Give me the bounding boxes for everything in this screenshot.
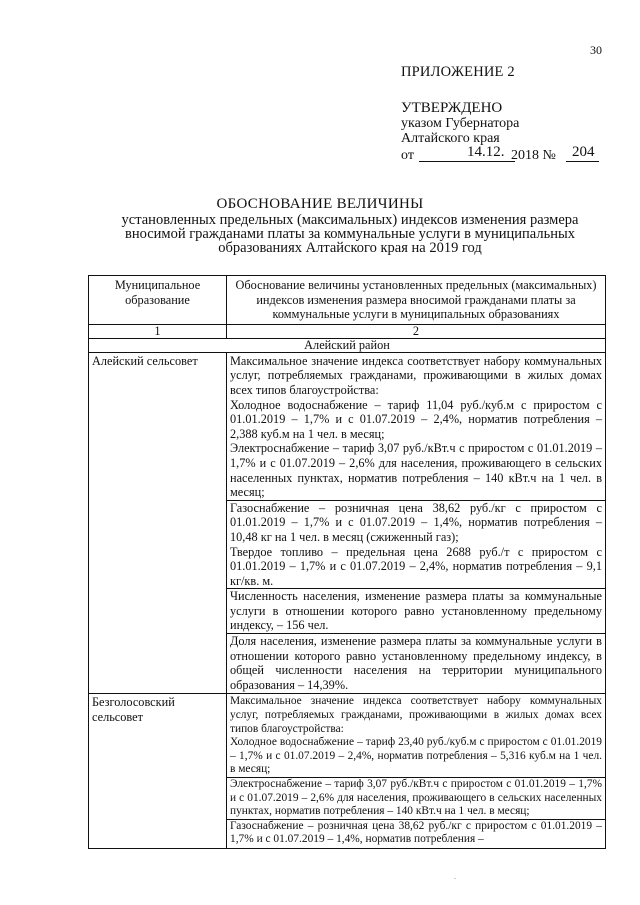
approved-label: УТВЕРЖДЕНО (401, 100, 503, 116)
column-index-1: 1 (89, 324, 227, 338)
paragraph: Доля населения, изменение размера платы за коммунальные услуги в отношении которого равно установленному предельному индексу, в общей численности населения на территории муниципального образования – 14,39%. (227, 633, 605, 692)
decree-year-number-label: 2018 № (511, 148, 556, 163)
document-title: ОБОСНОВАНИЕ ВЕЛИЧИНЫ (216, 196, 424, 212)
municipality-name: Алейский сельсовет (89, 352, 227, 694)
paragraph: Численность населения, изменение размера платы за коммунальные услуги в отношении которого равно установленному предельному индексу, – 156 чел. (227, 588, 605, 633)
justification-table (88, 275, 606, 849)
header-municipality: Муниципальное образование (89, 276, 227, 325)
municipality-name: Безголосовский сельсовет (89, 694, 227, 849)
decree-date: 14.12. (467, 144, 505, 160)
table-row (89, 694, 606, 849)
table-row (89, 352, 606, 694)
paragraph: Газоснабжение – розничная цена 38,62 руб./кг с приростом с 01.01.2019 – 1,7% и с 01.07.2019 – 1,4%, норматив потребления – 10,48 кг на 1 чел. в месяц (сжиженный газ); (227, 500, 605, 545)
approval-block (401, 100, 595, 164)
header-justification: Обоснование величины установленных предельных (максимальных) индексов изменения размера вносимой гражданами платы за коммунальные услуги в муниципальных образованиях (227, 276, 606, 325)
paragraph: Электроснабжение – тариф 3,07 руб./кВт.ч с приростом с 01.01.2019 – 1,7% и с 01.07.2019 – 2,6% для населения, проживающего в сельских населенных пунктах, норматив потребления – 140 кВт.ч на 1 чел. в месяц; (227, 777, 605, 819)
stray-mark: . (454, 872, 456, 881)
paragraph: Электроснабжение – тариф 3,07 руб./кВт.ч с приростом с 01.01.2019 – 1,7% и с 01.07.2019 – 2,6% для населения, проживающего в сельских населенных пунктах, норматив потребления – 140 кВт.ч на 1 чел. в месяц; (230, 441, 602, 500)
paragraph: Твердое топливо – предельная цена 2688 руб./т с приростом с 01.01.2019 – 1,7% и с 01.07.2019 – 2,4%, норматив потребления – 9,1 кг/кв. м. (230, 544, 602, 588)
justification-cell (227, 352, 606, 694)
appendix-label: ПРИЛОЖЕНИЕ 2 (401, 64, 515, 80)
paragraph: Холодное водоснабжение – тариф 23,40 руб./куб.м с приростом с 01.01.2019 – 1,7% и с 01.07.2019 – 2,4%, норматив потребления – 5,316 куб.м на 1 чел. в месяц; (230, 736, 602, 776)
from-label: от (401, 148, 414, 163)
paragraph: Максимальное значение индекса соответствует набору коммунальных услуг, потребляемых гражданами, проживающими в жилых домах всех типов благоустройства: (230, 353, 602, 397)
document-subtitle: установленных предельных (максимальных) индексов изменения размера вносимой гражданами платы за коммунальные услуги в муниципальных образованиях Алтайского края на 2019 год (121, 212, 579, 256)
column-index-row (89, 324, 606, 338)
paragraph: Максимальное значение индекса соответствует набору коммунальных услуг, потребляемых гражданами, проживающими в жилых домах всех типов благоустройства: (230, 695, 602, 735)
decree-label: указом Губернатора (401, 116, 520, 131)
district-row (89, 338, 606, 352)
region-label: Алтайского края (401, 131, 500, 146)
decree-date-line (401, 144, 595, 164)
paragraph: Холодное водоснабжение – тариф 11,04 руб./куб.м с приростом с 01.01.2019 – 1,7% и с 01.07.2019 – 2,4%, норматив потребления – 2,388 куб.м на 1 чел. в месяц; (230, 397, 602, 441)
table-header-row (89, 276, 606, 325)
page-number: 30 (590, 43, 602, 57)
column-index-2: 2 (227, 324, 606, 338)
decree-number: 204 (572, 144, 595, 160)
district-name: Алейский район (89, 338, 606, 352)
paragraph: Газоснабжение – розничная цена 38,62 руб./кг с приростом с 01.01.2019 – 1,7% и с 01.07.2019 – 1,4%, норматив потребления – (227, 819, 605, 847)
justification-cell (227, 694, 606, 849)
